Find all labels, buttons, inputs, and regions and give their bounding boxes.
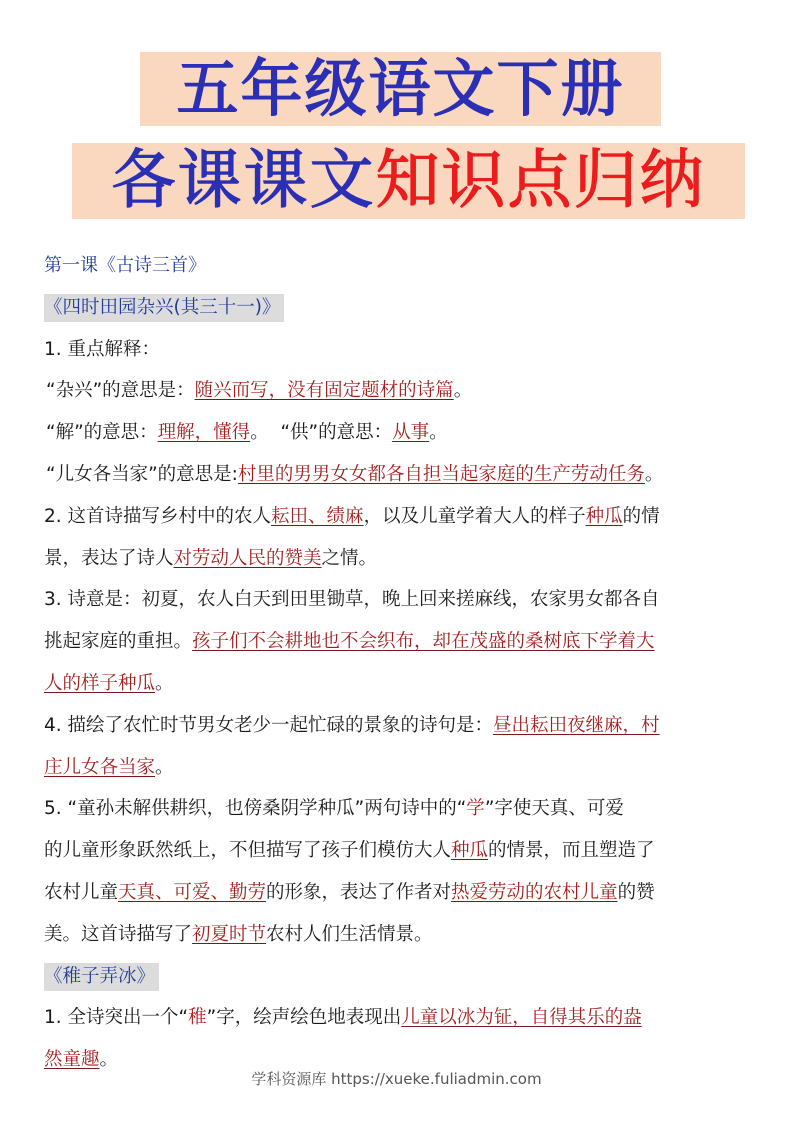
answer: 昼出耘田夜继麻，村 bbox=[493, 714, 660, 736]
p1-c bbox=[44, 454, 754, 496]
text: 景，表达了诗人 bbox=[44, 547, 174, 569]
text: 之情。 bbox=[321, 547, 378, 569]
text: 的儿童形象跃然纸上，不但描写了孩子们模仿大人 bbox=[44, 840, 452, 862]
p4-a bbox=[44, 705, 754, 747]
poem2-title: 《稚子弄冰》 bbox=[44, 963, 159, 991]
text: 的赞 bbox=[617, 881, 655, 903]
text: “解”的意思： bbox=[46, 422, 158, 444]
answer: 村里的男男女女都各自担当起家庭的生产劳动任务 bbox=[237, 463, 645, 485]
text: “杂兴”的意思是： bbox=[46, 380, 195, 402]
answer: 初夏时节 bbox=[192, 923, 267, 945]
text: 农村人们生活情景。 bbox=[266, 923, 433, 945]
answer: 天真、可爱、勤劳 bbox=[118, 881, 267, 903]
answer: 从事 bbox=[392, 422, 430, 444]
p1-b bbox=[44, 412, 754, 454]
answer: 随兴而写，没有固定题材的诗篇 bbox=[194, 380, 454, 402]
answer: 人的样子种瓜 bbox=[44, 672, 156, 694]
text: 农村儿童 bbox=[44, 881, 119, 903]
answer: 种瓜 bbox=[585, 505, 623, 527]
text: 5. “童孙未解供耕织，也傍桑阴学种瓜”两句诗中的“ bbox=[44, 798, 467, 820]
answer: 热爱劳动的农村儿童 bbox=[451, 881, 618, 903]
p3-c bbox=[44, 663, 754, 705]
text: 。 bbox=[453, 380, 473, 402]
p5-c bbox=[44, 872, 754, 914]
title-line1: 五年级语文下册 bbox=[176, 52, 625, 125]
title-banner-line1 bbox=[140, 52, 661, 126]
text: 美。这首诗描写了 bbox=[44, 923, 193, 945]
text: 的情 bbox=[622, 505, 660, 527]
text: 。 bbox=[155, 672, 174, 694]
text: ”字使天真、可爱 bbox=[484, 798, 624, 820]
answer: 对劳动人民的赞美 bbox=[173, 547, 322, 569]
p5-d bbox=[44, 914, 754, 956]
text: 。 bbox=[99, 1049, 119, 1071]
text: 。 bbox=[155, 756, 174, 778]
answer: 然童趣 bbox=[44, 1049, 100, 1071]
text: 。 bbox=[429, 422, 448, 444]
p5-a bbox=[44, 788, 754, 830]
answer: 种瓜 bbox=[451, 840, 489, 862]
poem1-title: 《四时田园杂兴(其三十一)》 bbox=[44, 294, 284, 322]
text: “儿女各当家”的意思是: bbox=[46, 463, 238, 485]
p3-b bbox=[44, 621, 754, 663]
poem2-title-row bbox=[44, 956, 754, 998]
text: 。 “供”的意思： bbox=[250, 422, 393, 444]
watermark-footer: 学科资源库 https://xueke.fuliadmin.com bbox=[251, 1070, 542, 1088]
answer: 耘田、绩麻 bbox=[271, 505, 364, 527]
text: ，以及儿童学着大人的样子 bbox=[363, 505, 586, 527]
text: 的情景，而且塑造了 bbox=[488, 840, 655, 862]
text: 。 bbox=[644, 463, 664, 485]
answer: 理解，懂得 bbox=[157, 422, 251, 444]
poem1-title-row bbox=[44, 287, 754, 329]
answer: 庄儿女各当家 bbox=[44, 756, 156, 778]
title-banner-line2 bbox=[72, 143, 745, 219]
p4-b bbox=[44, 747, 754, 789]
text: 挑起家庭的重担。 bbox=[44, 631, 193, 653]
p2-a bbox=[44, 496, 754, 538]
text: ”字，绘声绘色地表现出 bbox=[206, 1007, 402, 1029]
text: 的形象，表达了作者对 bbox=[266, 881, 452, 903]
p3-a: 3. 诗意是：初夏，农人白天到田里锄草，晚上回来搓麻线，农家男女都各自 bbox=[44, 589, 660, 611]
text: 4. 描绘了农忙时节男女老少一起忙碌的景象的诗句是： bbox=[44, 714, 494, 736]
highlight-char: 学 bbox=[466, 798, 485, 820]
answer: 孩子们不会耕地也不会织布，却在茂盛的桑树底下学着大 bbox=[192, 631, 655, 653]
lesson-heading: 第一课《古诗三首》 bbox=[44, 255, 206, 276]
title-line2-blue: 各课课文 bbox=[111, 144, 376, 218]
p5-b bbox=[44, 830, 754, 872]
title-line2-red: 知识点归纳 bbox=[375, 144, 706, 218]
p2-b bbox=[44, 538, 754, 580]
poem2-p1-a bbox=[44, 997, 754, 1039]
text: 1. 全诗突出一个“ bbox=[44, 1007, 189, 1029]
p1-a bbox=[44, 370, 754, 412]
highlight-char: 稚 bbox=[188, 1007, 207, 1029]
answer: 儿童以冰为钲，自得其乐的盎 bbox=[401, 1007, 642, 1029]
text: 2. 这首诗描写乡村中的农人 bbox=[44, 505, 272, 527]
document-body bbox=[44, 245, 754, 1081]
p1-label: 1. 重点解释： bbox=[44, 338, 161, 360]
